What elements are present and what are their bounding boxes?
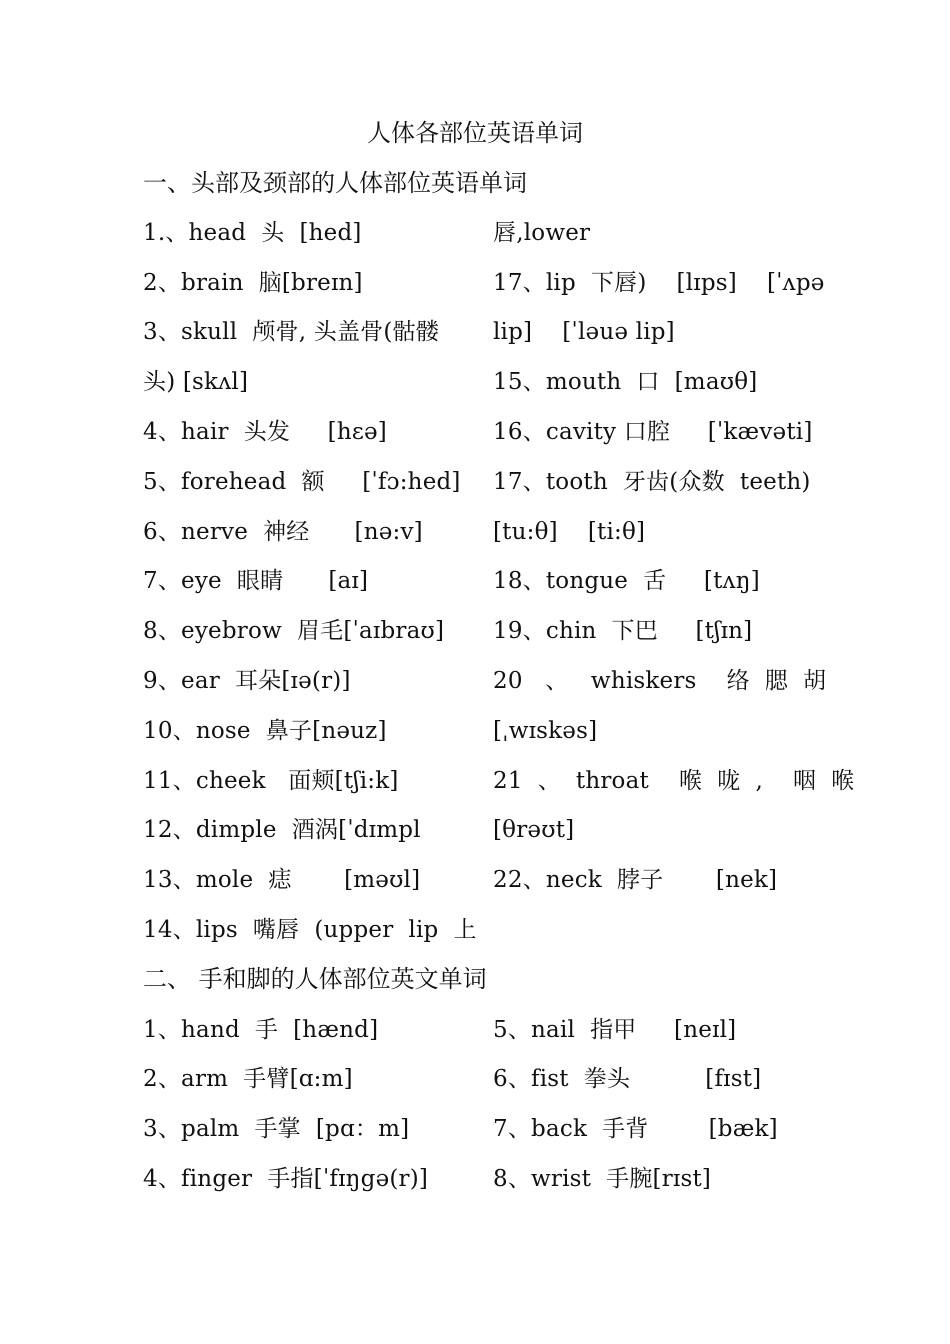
vocab-line: 6、nerve 神经 [nə:v] (143, 519, 423, 545)
vocab-line: 9、ear 耳朵[ɪə(r)] (143, 668, 351, 694)
vocab-line: 4、hair 头发 [hεə] (143, 419, 387, 445)
vocab-line: 21 、 throat 喉 咙 , 咽 喉 (493, 768, 855, 794)
vocab-line: [θrəʊt] (493, 817, 575, 843)
vocab-line: 3、skull 颅骨, 头盖骨(骷髅 (143, 319, 439, 345)
vocab-line: [tu:θ] [ti:θ] (493, 519, 646, 545)
vocab-line: 3、palm 手掌 [pɑ：m] (143, 1116, 410, 1142)
vocab-line: 15、mouth 口 [maʊθ] (493, 369, 758, 395)
vocab-line: 5、nail 指甲 [neɪl] (493, 1017, 737, 1043)
vocab-line: 17、lip 下唇) [lɪps] [ˈʌpə (493, 270, 825, 296)
vocab-line: 2、brain 脑[breɪn] (143, 270, 363, 296)
vocab-line: 6、fist 拳头 [fɪst] (493, 1066, 762, 1092)
vocab-line: 20 、 whiskers 络 腮 胡 (493, 668, 827, 694)
vocab-line: 1、hand 手 [hænd] (143, 1017, 379, 1043)
vocab-line: 头) [skʌl] (143, 369, 249, 395)
vocab-line: 12、dimple 酒涡[ˈdɪmpl (143, 817, 421, 843)
page-title: 人体各部位英语单词 (367, 119, 583, 147)
vocab-line: 7、back 手背 [bæk] (493, 1116, 778, 1142)
vocab-line: [ˌwɪskəs] (493, 718, 598, 744)
vocab-line: lip] [ˈləuə lip] (493, 319, 675, 345)
vocab-line: 18、tongue 舌 [tʌŋ] (493, 568, 760, 594)
vocab-line: 8、eyebrow 眉毛[ˈaɪbraʊ] (143, 618, 445, 644)
vocab-line: 14、lips 嘴唇 (upper lip 上 (143, 917, 477, 943)
vocab-line: 22、neck 脖子 [nek] (493, 867, 778, 893)
vocab-line: 13、mole 痣 [məʊl] (143, 867, 421, 893)
vocab-line: 11、cheek 面颊[tʃi:k] (143, 768, 399, 794)
vocab-line: 16、cavity 口腔 [ˈkævəti] (493, 419, 813, 445)
vocab-line: 2、arm 手臂[ɑ:m] (143, 1066, 353, 1092)
vocab-line: 唇,lower (493, 220, 591, 246)
vocab-line: 5、forehead 额 [ˈfɔ:hed] (143, 469, 461, 495)
vocab-line: 17、tooth 牙齿(众数 teeth) (493, 469, 811, 495)
vocab-line: 1.、head 头 [hed] (143, 220, 362, 246)
section-heading-head-neck: 一、头部及颈部的人体部位英语单词 (143, 169, 527, 197)
vocab-line: 19、chin 下巴 [tʃɪn] (493, 618, 753, 644)
section-heading-hands-feet: 二、 手和脚的人体部位英文单词 (143, 965, 487, 993)
vocab-line: 10、nose 鼻子[nəuz] (143, 718, 387, 744)
vocab-line: 8、wrist 手腕[rɪst] (493, 1166, 712, 1192)
vocab-line: 7、eye 眼睛 [aɪ] (143, 568, 369, 594)
vocab-line: 4、finger 手指[ˈfɪŋgə(r)] (143, 1166, 429, 1192)
